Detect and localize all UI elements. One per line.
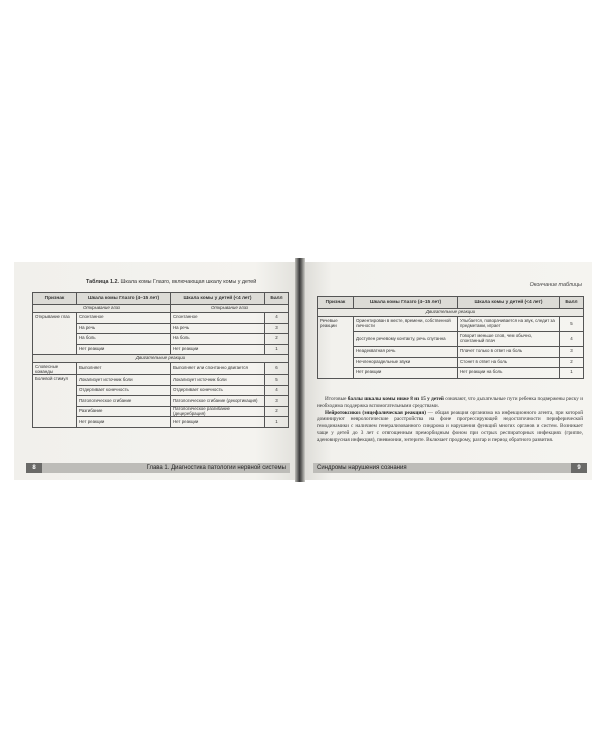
score-cell: 2 bbox=[265, 406, 289, 417]
younger-cell: Патологическое разгибание (децеребрация) bbox=[171, 406, 265, 417]
table-header-row bbox=[318, 297, 584, 309]
score-cell: 2 bbox=[560, 357, 584, 368]
right-page bbox=[303, 262, 592, 480]
score-cell: 1 bbox=[560, 368, 584, 379]
feature-cell: Словесные команды bbox=[33, 363, 77, 375]
header-score: Балл bbox=[560, 297, 584, 309]
score-cell: 4 bbox=[560, 332, 584, 347]
younger-cell: Нет реакции bbox=[171, 417, 265, 428]
table-caption-number: Таблица 1.2. bbox=[86, 279, 119, 285]
older-cell: Нет реакции bbox=[354, 368, 458, 379]
table-row bbox=[33, 375, 289, 386]
paragraph-2 bbox=[317, 410, 583, 444]
older-cell: Отдергивает конечность bbox=[77, 385, 171, 396]
page-number-left: 8 bbox=[26, 463, 42, 473]
younger-cell: Спонтанное bbox=[171, 313, 265, 324]
section-row bbox=[33, 355, 289, 363]
younger-cell: Улыбается, поворачивается на звук, следит за предметами, играет bbox=[458, 317, 560, 332]
score-cell: 1 bbox=[265, 344, 289, 355]
section-row bbox=[33, 305, 289, 313]
right-footer bbox=[313, 463, 587, 473]
younger-cell: Говорит меньше слов, чем обычно, спонтанный плач bbox=[458, 332, 560, 347]
header-younger: Шкала комы у детей (<4 лет) bbox=[458, 297, 560, 309]
score-cell: 1 bbox=[265, 417, 289, 428]
score-cell: 6 bbox=[265, 363, 289, 375]
older-cell: Разгибание bbox=[77, 406, 171, 417]
younger-cell: Нет реакции на боль bbox=[458, 368, 560, 379]
paragraph-1-rest: означают, что дыхательные пути ребенка подвержены риску и необходима поддержка вспомогательными средствами. bbox=[317, 396, 583, 409]
younger-cell: На речь bbox=[171, 323, 265, 334]
table-caption-title: Шкала комы Глазго, включающая шкалу комы у детей bbox=[120, 279, 257, 285]
table-row bbox=[33, 313, 289, 324]
older-cell: Нечленораздельные звуки bbox=[354, 357, 458, 368]
table-row bbox=[318, 317, 584, 332]
left-page bbox=[14, 262, 298, 480]
book-spread bbox=[14, 262, 592, 480]
score-cell: 5 bbox=[265, 375, 289, 386]
page-number-right: 9 bbox=[571, 463, 587, 473]
older-cell: Ориентирован в месте, времени, собственной личности bbox=[354, 317, 458, 332]
younger-cell: Выполняет или спонтанно двигается bbox=[171, 363, 265, 375]
older-cell: Локализует источник боли bbox=[77, 375, 171, 386]
book-gutter bbox=[295, 258, 305, 482]
score-cell: 3 bbox=[560, 347, 584, 358]
header-older: Шкала комы Глазго (4–15 лет) bbox=[77, 293, 171, 305]
header-older: Шкала комы Глазго (4–15 лет) bbox=[354, 297, 458, 309]
younger-cell: На боль bbox=[171, 334, 265, 345]
glasgow-table-right bbox=[317, 296, 584, 379]
score-cell: 3 bbox=[265, 323, 289, 334]
section-title-footer: Синдромы нарушения сознания bbox=[317, 465, 407, 471]
paragraph-2-text: — общая реакция организма на инфекционного агента, при которой доминируют неврологические расстройства на фоне прогрессирующей недостаточности периферической гемодинамики с наличием генерализованного синдрома и нарушения функций многих органов и систем. Возникает чаще у детей до 3 лет с отягощенным преморбидным фоном при острых респираторных инфекциях (гриппе, аденовирусная инфекция), пневмонии, энтерите. Включает продрому, разгар и период обратного развития. bbox=[317, 409, 583, 443]
header-feature: Признак bbox=[318, 297, 354, 309]
paragraph-1-emphasis: баллы шкалы комы ниже 8 из 15 у детей bbox=[347, 396, 444, 402]
running-head: Окончание таблицы bbox=[529, 282, 582, 288]
section-title-younger: Открывание глаз bbox=[171, 305, 289, 313]
feature-cell: Речевые реакции bbox=[318, 317, 354, 379]
older-cell: Неадекватная речь bbox=[354, 347, 458, 358]
older-cell: Выполняет bbox=[77, 363, 171, 375]
older-cell: Нет реакции bbox=[77, 417, 171, 428]
older-cell: На боль bbox=[77, 334, 171, 345]
table-header-row bbox=[33, 293, 289, 305]
body-text bbox=[317, 396, 583, 444]
older-cell: Патологическое сгибание bbox=[77, 396, 171, 407]
header-younger: Шкала комы у детей (<4 лет) bbox=[171, 293, 265, 305]
table-row bbox=[318, 357, 584, 368]
score-cell: 5 bbox=[560, 317, 584, 332]
older-cell: Спонтанное bbox=[77, 313, 171, 324]
section-title: Двигательные реакции bbox=[33, 355, 289, 363]
header-score: Балл bbox=[265, 293, 289, 305]
score-cell: 2 bbox=[265, 334, 289, 345]
younger-cell: Нет реакции bbox=[171, 344, 265, 355]
paragraph-2-term: Нейротоксикоз (энцефалическая реакция) bbox=[325, 409, 426, 416]
paragraph-1 bbox=[317, 396, 583, 410]
younger-cell: Плачет только в ответ на боль bbox=[458, 347, 560, 358]
score-cell: 3 bbox=[265, 396, 289, 407]
table-row bbox=[318, 368, 584, 379]
table-row bbox=[318, 332, 584, 347]
score-cell: 4 bbox=[265, 313, 289, 324]
feature-cell: Открывание глаз bbox=[33, 313, 77, 355]
section-title: Двигательные реакции bbox=[318, 309, 584, 317]
older-cell: На речь bbox=[77, 323, 171, 334]
table-caption bbox=[86, 279, 256, 285]
paragraph-1-lead: Итоговые bbox=[325, 396, 348, 402]
table-row bbox=[318, 347, 584, 358]
left-footer bbox=[26, 463, 290, 473]
table-row bbox=[33, 363, 289, 375]
younger-cell: Локализует источник боли bbox=[171, 375, 265, 386]
glasgow-table-left bbox=[32, 292, 289, 428]
younger-cell: Патологическое сгибание (декортикация) bbox=[171, 396, 265, 407]
score-cell: 4 bbox=[265, 385, 289, 396]
section-row bbox=[318, 309, 584, 317]
younger-cell: Стонет в ответ на боль bbox=[458, 357, 560, 368]
feature-cell: Болевой стимул bbox=[33, 375, 77, 428]
header-feature: Признак bbox=[33, 293, 77, 305]
older-cell: Доступен речевому контакту, речь спутанна bbox=[354, 332, 458, 347]
younger-cell: Отдергивает конечность bbox=[171, 385, 265, 396]
chapter-title: Глава 1. Диагностика патологии нервной системы bbox=[146, 465, 286, 471]
section-title-older: Открывание глаз bbox=[33, 305, 171, 313]
older-cell: Нет реакции bbox=[77, 344, 171, 355]
